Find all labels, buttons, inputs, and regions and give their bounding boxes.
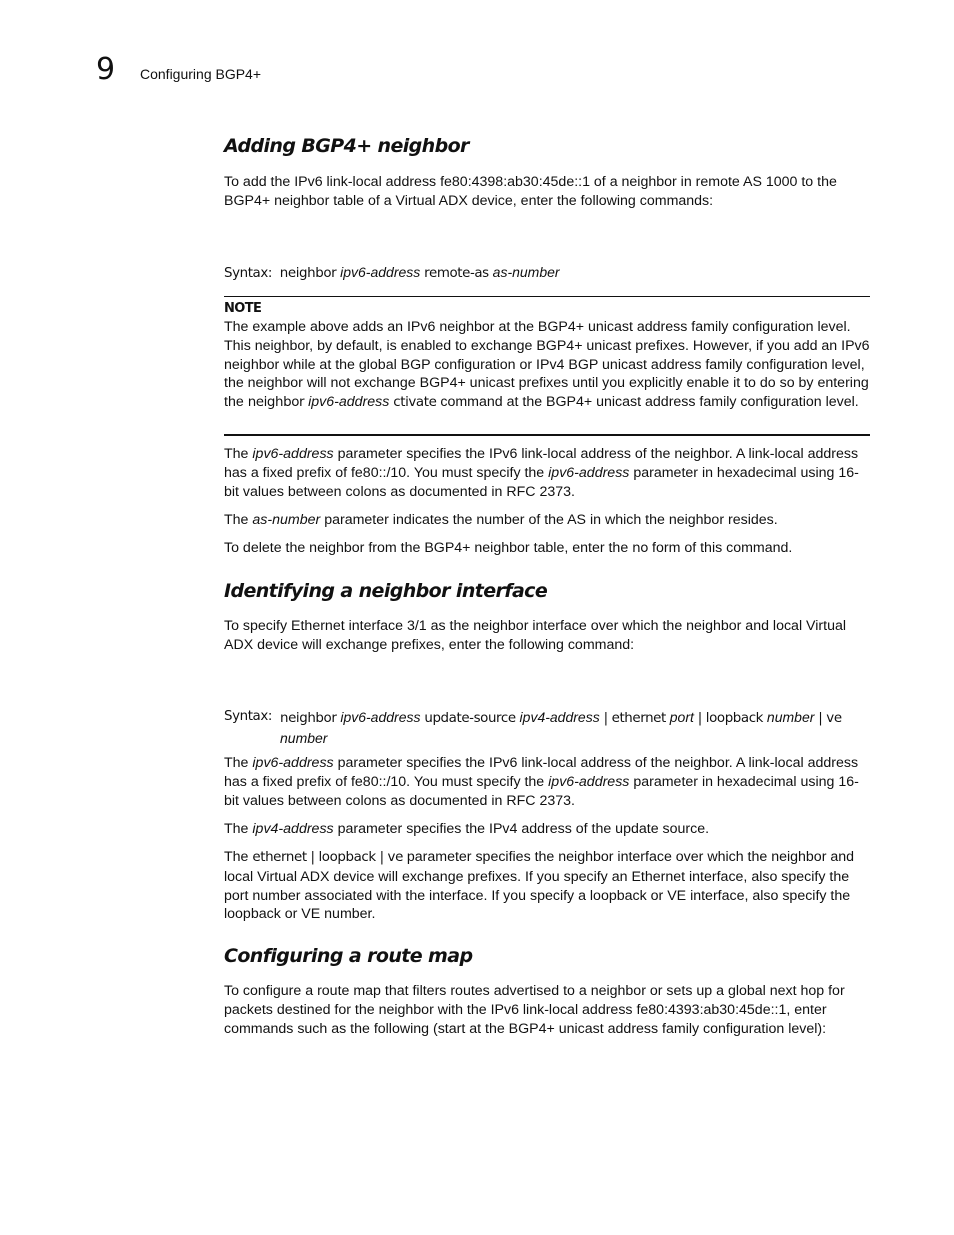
note-text-part-2: command at the BGP4+ unicast address family configuration level.	[440, 394, 859, 411]
keyword-interface-options: ethernet | loopback | ve	[252, 850, 403, 865]
syntax-arg-ipv6-address: ipv6-address	[340, 709, 421, 725]
syntax-label: Syntax:	[224, 266, 273, 281]
syntax-body	[280, 708, 864, 747]
keyword-no: no	[632, 541, 649, 556]
text: The	[224, 849, 249, 865]
arg-ipv6-address: ipv6-address	[548, 464, 630, 481]
heading-identifying-neighbor-interface: Identifying a neighbor interface	[224, 580, 548, 602]
text: The	[224, 821, 249, 837]
text: form of this command.	[652, 540, 793, 556]
syntax-label: Syntax:	[224, 709, 273, 724]
chapter-title: Configuring BGP4+	[140, 66, 262, 82]
text: parameter specifies the IPv6 link-local address of the neighbor. A link-local address has a fixed prefix of fe80::/10. You must specify the	[224, 446, 859, 481]
note-bottom-rule	[224, 434, 870, 436]
identifying-syntax-line	[224, 708, 870, 747]
text: parameter indicates the number of the AS in which the neighbor resides.	[324, 512, 778, 528]
text: The	[224, 512, 249, 528]
text: parameter in hexadecimal using 16-bit values between colons as documented in RFC 2373.	[224, 773, 859, 809]
syntax-command-neighbor: neighbor	[279, 266, 337, 281]
identifying-intro-paragraph: To specify Ethernet interface 3/1 as the neighbor interface over which the neighbor and local Virtual ADX device will exchange prefixes, enter the following command:	[224, 618, 846, 653]
adding-intro-paragraph: To add the IPv6 link-local address fe80:4398:ab30:45de::1 of a neighbor in remote AS 1000 to the BGP4+ neighbor table of a Virtual ADX device, enter the following commands:	[224, 174, 837, 209]
heading-adding-bgp4-neighbor: Adding BGP4+ neighbor	[224, 135, 469, 157]
adding-ipv6-param-paragraph	[224, 445, 870, 501]
identifying-ipv4-param-paragraph	[224, 820, 870, 839]
syntax-arg-number: number	[766, 709, 815, 725]
note-top-rule	[224, 296, 870, 297]
arg-ipv6-address: ipv6-address	[252, 755, 334, 771]
syntax-separator: |	[697, 711, 702, 726]
syntax-arg-port: port	[669, 709, 694, 725]
syntax-arg-ipv4-address: ipv4-address	[519, 709, 600, 725]
syntax-arg-ipv6-address: ipv6-address	[340, 264, 421, 280]
syntax-separator: |	[603, 711, 608, 726]
syntax-command-ethernet: ethernet	[611, 711, 666, 726]
syntax-command-remote-as: remote-as	[424, 266, 489, 281]
syntax-command-ve: ve	[826, 711, 842, 726]
text: The	[224, 755, 249, 771]
routemap-intro-paragraph: To configure a route map that filters routes advertised to a neighbor or sets up a global next hop for packets destined for the neighbor with the IPv6 link-local address fe80:4393:ab30:45de::1, enter commands such as the following (start at the BGP4+ unicast address family configuration level):	[224, 983, 845, 1037]
syntax-command-neighbor: neighbor	[280, 711, 337, 726]
adding-syntax-line	[224, 263, 870, 284]
adding-as-number-paragraph	[224, 511, 870, 530]
syntax-arg-number: number	[280, 729, 328, 746]
note-text	[224, 318, 870, 413]
heading-configuring-route-map: Configuring a route map	[224, 945, 473, 967]
note-label: NOTE	[224, 301, 262, 316]
syntax-arg-as-number: as-number	[492, 264, 560, 280]
text: parameter specifies the neighbor interface over which the neighbor and local Virtual ADX device will exchange prefixes. If you specify an Ethernet interface, also specify the port number associated with the interface. If you specify a loopback or VE interface, also specify the loopback or VE number.	[224, 849, 855, 923]
arg-as-number: as-number	[252, 512, 321, 528]
text: parameter specifies the IPv4 address of the update source.	[337, 821, 710, 837]
identifying-ipv6-param-paragraph	[224, 754, 870, 810]
note-text-part-1: The example above adds an IPv6 neighbor at the BGP4+ unicast address family configuration level. This neighbor, by default, is enabled to exchange BGP4+ unicast prefixes. However, if you add an IPv6 neighbor while at the global BGP configuration or IPv4 BGP unicast address family configuration level, the neighbor will not exchange BGP4+ unicast prefixes until you explicitly enable it to do so by entering the	[224, 319, 870, 411]
note-arg-ipv6-address: ipv6-address	[308, 394, 390, 411]
arg-ipv6-address: ipv6-address	[548, 773, 630, 790]
note-command-neighbor: neighbor	[247, 395, 305, 411]
identifying-interface-param-paragraph	[224, 848, 870, 924]
note-command-activate: ctivate	[393, 395, 437, 411]
text: parameter specifies the IPv6 link-local address of the neighbor. A link-local address has a fixed prefix of fe80::/10. You must specify the	[224, 755, 859, 790]
arg-ipv6-address: ipv6-address	[252, 446, 334, 462]
text: To delete the neighbor from the BGP4+ neighbor table, enter the	[224, 540, 629, 556]
chapter-number: 9	[96, 52, 116, 87]
arg-ipv4-address: ipv4-address	[252, 821, 334, 837]
syntax-separator: |	[818, 711, 823, 726]
text: parameter in hexadecimal using 16-bit values between colons as documented in RFC 2373.	[224, 464, 859, 500]
syntax-command-update-source: update-source	[424, 711, 516, 726]
syntax-command-loopback: loopback	[705, 711, 764, 726]
text: The	[224, 446, 249, 462]
adding-delete-paragraph	[224, 539, 870, 559]
